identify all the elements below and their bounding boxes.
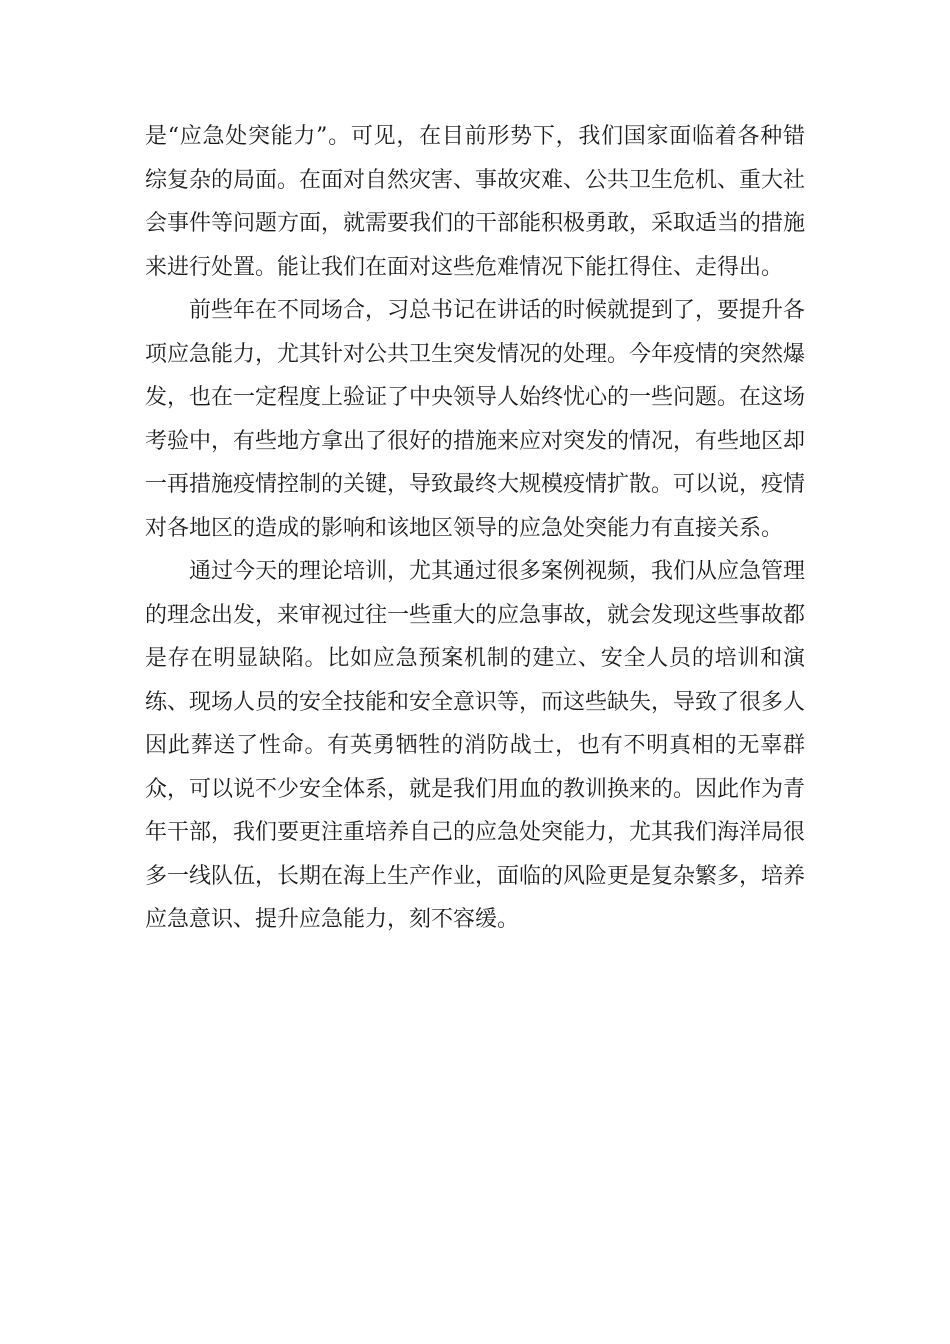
document-body	[145, 115, 805, 942]
paragraph-3: 通过今天的理论培训，尤其通过很多案例视频，我们从应急管理的理念出发，来审视过往一些重大的应急事故，就会发现这些事故都是存在明显缺陷。比如应急预案机制的建立、安全人员的培训和演练、现场人员的安全技能和安全意识等，而这些缺失，导致了很多人因此葬送了性命。有英勇牺牲的消防战士，也有不明真相的无辜群众，可以说不少安全体系，就是我们用血的教训换来的。因此作为青年干部，我们要更注重培养自己的应急处突能力，尤其我们海洋局很多一线队伍，长期在海上生产作业，面临的风险更是复杂繁多，培养应急意识、提升应急能力，刻不容缓。	[145, 559, 806, 932]
paragraph-2: 前些年在不同场合，习总书记在讲话的时候就提到了，要提升各项应急能力，尤其针对公共卫生突发情况的处理。今年疫情的突然爆发，也在一定程度上验证了中央领导人始终忧心的一些问题。在这场考验中，有些地方拿出了很好的措施来应对突发的情况，有些地区却一再措施疫情控制的关键，导致最终大规模疫情扩散。可以说，疫情对各地区的造成的影响和该地区领导的应急处突能力有直接关系。	[145, 298, 806, 541]
paragraph-1: 是“应急处突能力”。可见，在目前形势下，我们国家面临着各种错综复杂的局面。在面对自然灾害、事故灾难、公共卫生危机、重大社会事件等问题方面，就需要我们的干部能积极勇敢，采取适当的措施来进行处置。能让我们在面对这些危难情况下能扛得住、走得出。	[145, 124, 806, 280]
